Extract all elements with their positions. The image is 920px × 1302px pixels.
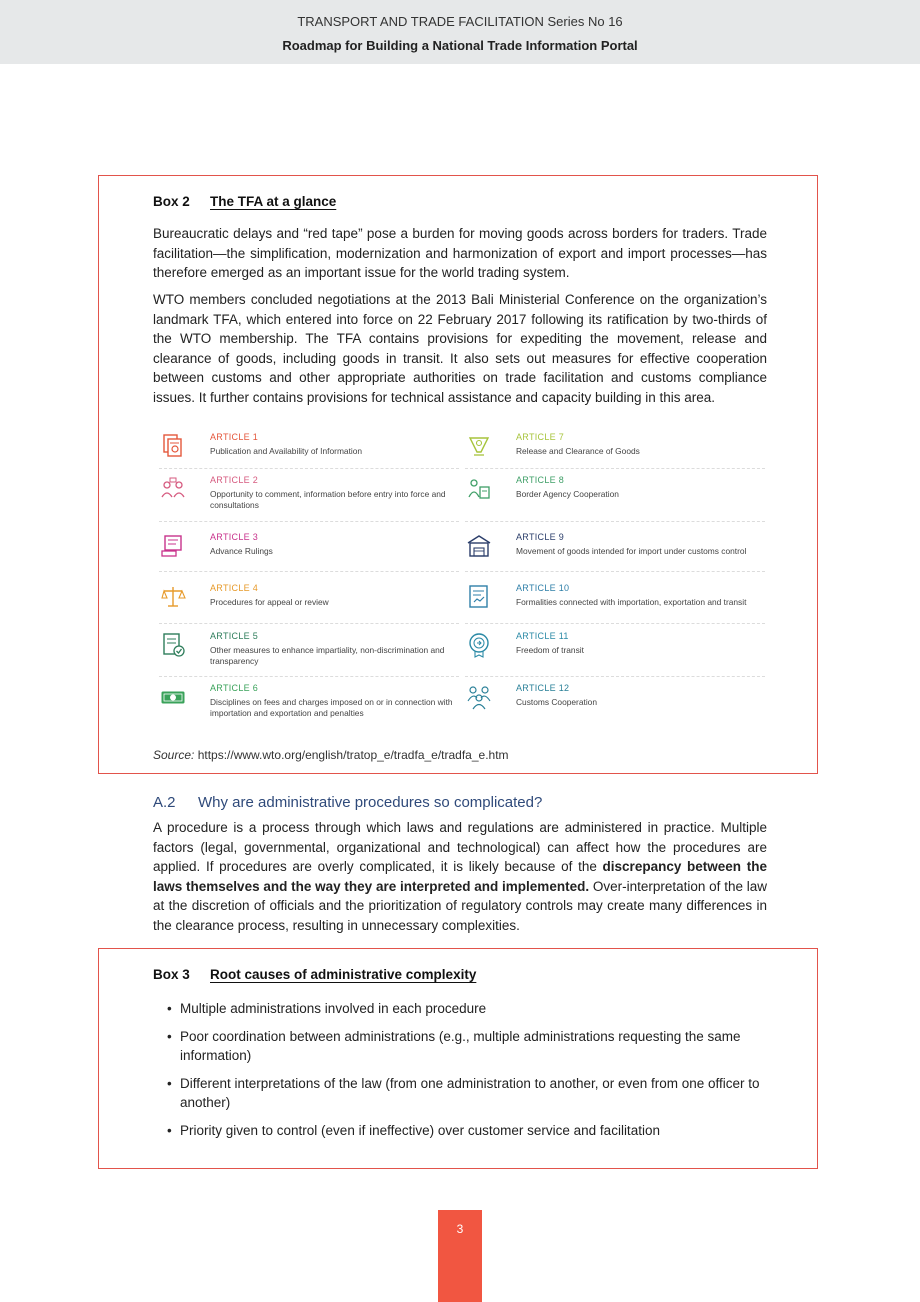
section-a2-paragraph xyxy=(153,818,767,935)
transit-badge-icon xyxy=(465,631,493,659)
box-3 xyxy=(98,948,818,1169)
article-8-description: Border Agency Cooperation xyxy=(516,489,619,499)
article-9-label: ARTICLE 9 xyxy=(516,532,565,542)
article-10-description: Formalities connected with importation, exportation and transit xyxy=(516,597,747,607)
source-label: Source: xyxy=(153,748,195,762)
article-4-label: ARTICLE 4 xyxy=(210,583,259,593)
list-item: • Priority given to control (even if ineffective) over customer service and facilitation xyxy=(167,1121,767,1141)
box-2-heading xyxy=(153,194,336,209)
article-7-description: Release and Clearance of Goods xyxy=(516,446,640,456)
box-3-title: Root causes of administrative complexity xyxy=(210,967,477,982)
scales-icon xyxy=(159,583,187,611)
article-2-label: ARTICLE 2 xyxy=(210,475,259,485)
article-8-label: ARTICLE 8 xyxy=(516,475,565,485)
people-discussion-icon xyxy=(159,475,187,503)
section-title: Why are administrative procedures so complicated? xyxy=(198,794,543,811)
article-divider xyxy=(465,623,765,624)
series-title: TRANSPORT AND TRADE FACILITATION Series No 16 xyxy=(297,14,623,29)
article-divider xyxy=(159,676,459,677)
article-5-label: ARTICLE 5 xyxy=(210,631,259,641)
form-document-icon xyxy=(465,583,493,611)
article-7-label: ARTICLE 7 xyxy=(516,432,565,442)
warehouse-icon xyxy=(465,532,493,560)
article-divider xyxy=(465,468,765,469)
article-1-description: Publication and Availability of Information xyxy=(210,446,363,456)
list-item: • Different interpretations of the law (from one administration to another, or even from one officer to another) xyxy=(167,1074,767,1113)
article-4-description: Procedures for appeal or review xyxy=(210,597,329,607)
banknote-icon xyxy=(159,683,187,711)
section-a2-heading xyxy=(153,794,542,811)
document-title: Roadmap for Building a National Trade Information Portal xyxy=(282,38,638,53)
root-causes-list xyxy=(167,999,767,1148)
section-number: A.2 xyxy=(153,794,176,811)
box-3-heading xyxy=(153,967,476,982)
article-divider xyxy=(159,571,459,572)
paragraph-text-end: Over-interpretation of the law at the discretion of officials and the prioritization of regulatory controls may create many differences in the clearance process, resulting in unnecessary complexities. xyxy=(153,878,767,933)
article-3-label: ARTICLE 3 xyxy=(210,532,259,542)
article-1-label: ARTICLE 1 xyxy=(210,432,259,442)
agency-cooperation-icon xyxy=(465,475,493,503)
box-2 xyxy=(98,175,818,774)
article-divider xyxy=(465,571,765,572)
article-divider xyxy=(159,623,459,624)
release-goods-icon xyxy=(465,432,493,460)
box-2-number: Box 2 xyxy=(153,194,190,209)
article-divider xyxy=(465,676,765,677)
article-11-description: Freedom of transit xyxy=(516,645,584,655)
source-citation xyxy=(153,748,509,762)
box-2-paragraph-1: Bureaucratic delays and “red tape” pose a burden for moving goods across borders for traders. Trade facilitation—the simplification, modernization and harmonization of export and import processes—has therefore emerged as an important issue for the world trading system. xyxy=(153,226,767,280)
page-header xyxy=(0,0,920,64)
article-6-description: Disciplines on fees and charges imposed on or in connection with importation and exportation and penalties xyxy=(210,697,453,718)
page-number-tab xyxy=(438,1210,482,1302)
article-2-description: Opportunity to comment, information before entry into force and consultations xyxy=(210,489,446,510)
cooperation-people-icon xyxy=(465,683,493,711)
ruling-document-icon xyxy=(159,532,187,560)
article-divider xyxy=(159,521,459,522)
article-6-label: ARTICLE 6 xyxy=(210,683,259,693)
article-11-label: ARTICLE 11 xyxy=(516,631,569,641)
checklist-icon xyxy=(159,631,187,659)
article-3-description: Advance Rulings xyxy=(210,546,273,556)
paragraph-emphasis: discrepancy between the laws themselves and the way they are interpreted and implemented. xyxy=(153,859,767,894)
box-2-paragraph-2: WTO members concluded negotiations at the 2013 Bali Ministerial Conference on the organization’s landmark TFA, which entered into force on 22 February 2017 following its ratification by two-thirds of the WTO membership. The TFA contains provisions for expediting the movement, release and clearance of goods, including goods in transit. It also sets out measures for effective cooperation between customs and other appropriate authorities on trade facilitation and customs compliance issues. It further contains provisions for technical assistance and capacity building in this area. xyxy=(153,292,767,405)
article-10-label: ARTICLE 10 xyxy=(516,583,570,593)
article-5-description: Other measures to enhance impartiality, non-discrimination and transparency xyxy=(210,645,445,666)
article-divider xyxy=(465,521,765,522)
box-2-title: The TFA at a glance xyxy=(210,194,337,209)
list-item: • Multiple administrations involved in each procedure xyxy=(167,999,767,1019)
article-12-label: ARTICLE 12 xyxy=(516,683,570,693)
documents-icon xyxy=(159,432,187,460)
source-url: https://www.wto.org/english/tratop_e/tradfa_e/tradfa_e.htm xyxy=(197,748,509,762)
article-divider xyxy=(159,468,459,469)
paragraph-text-start: A procedure is a process through which laws and regulations are administered in practice. Multiple factors (legal, governmental, organizational and technological) can affect how the procedures are applied. If procedures are overly complicated, it is likely because of the xyxy=(153,820,767,874)
article-12-description: Customs Cooperation xyxy=(516,697,597,707)
list-item: • Poor coordination between administrations (e.g., multiple administrations requesting the same information) xyxy=(167,1027,767,1066)
page-number: 3 xyxy=(456,1222,464,1236)
article-9-description: Movement of goods intended for import under customs control xyxy=(516,546,747,556)
box-3-number: Box 3 xyxy=(153,967,190,982)
